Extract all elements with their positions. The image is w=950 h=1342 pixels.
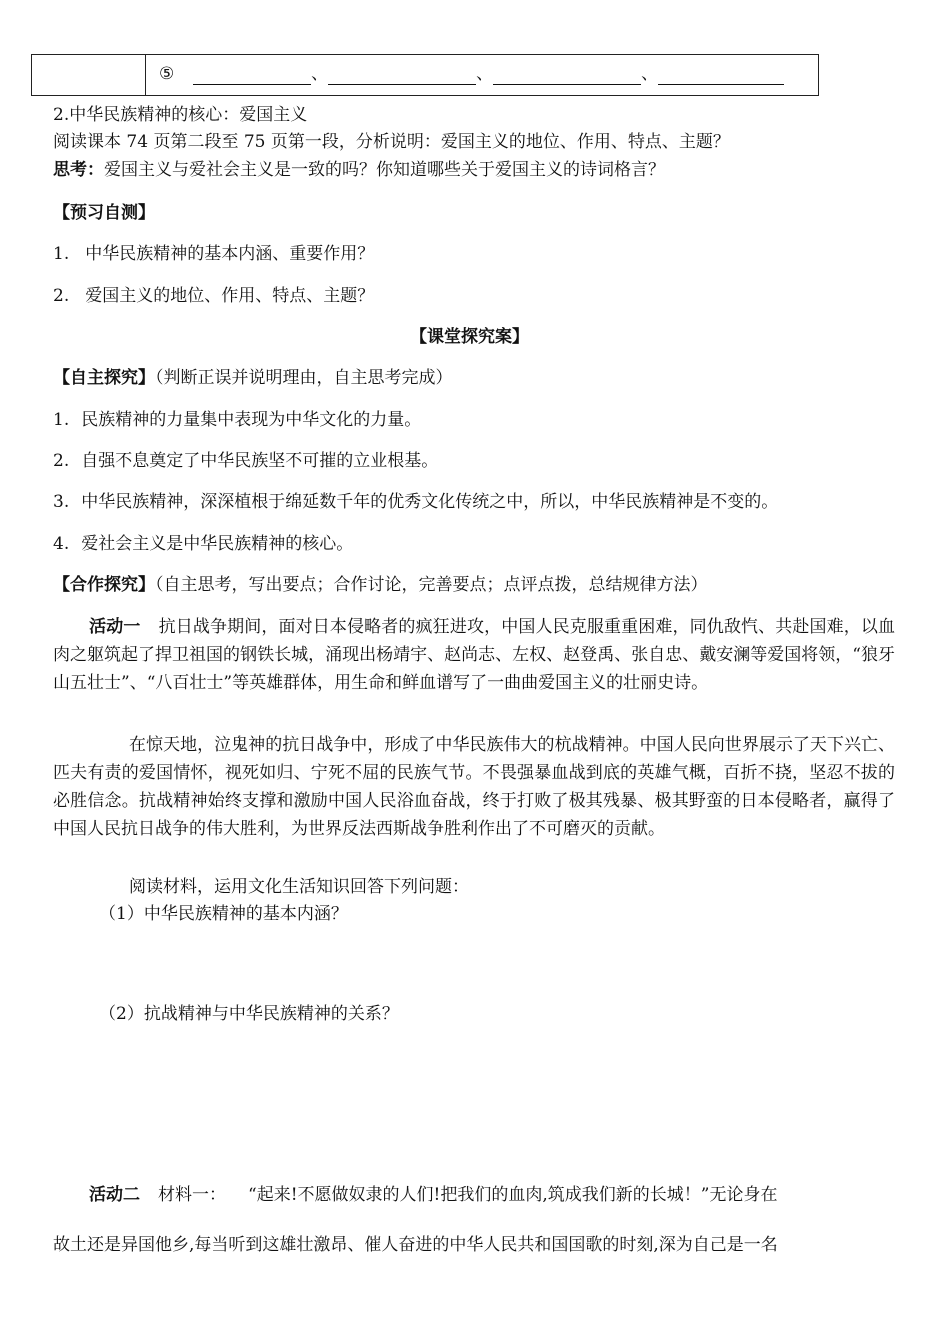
blank-table-row [31, 54, 819, 96]
think-label: 思考： [53, 160, 104, 180]
activity2-label: 活动二 [89, 1185, 140, 1205]
activity1-question-1: （1）中华民族精神的基本内涵？ [99, 904, 348, 924]
answer-blank[interactable] [658, 68, 784, 85]
item-number: 1. [53, 410, 70, 430]
activity1-text-1: 抗日战争期间，面对日本侵略者的疯狂进攻，中国人民克服重重困难，同仇敌忾、共赴国难，以血肉之躯筑起了捍卫祖国的钢铁长城，涌现出杨靖宇、赵尚志、左权、赵登禹、张自忠、戴安澜等爱国将领，“狼牙山五壮士”、“八百壮士”等英雄群体，用生命和鲜血谱写了一曲曲爱国主义的壮丽史诗。 [53, 617, 896, 693]
circled-number-marker: ⑤ [159, 64, 175, 84]
preview-question-2 [53, 285, 374, 307]
item-text: 民族精神的力量集中表现为中华文化的力量。 [81, 410, 422, 430]
item-text: 中华民族精神，深深植根于绵延数千年的优秀文化传统之中，所以，中华民族精神是不变的。 [81, 492, 779, 512]
preview-title: 【预习自测】 [53, 203, 155, 223]
question-text: 爱国主义的地位、作用、特点、主题？ [85, 286, 375, 306]
answer-blank[interactable] [193, 68, 311, 85]
question-number: 2. [53, 286, 70, 306]
judgement-item-4 [53, 533, 353, 555]
activity1-prompt: 阅读材料，运用文化生活知识回答下列问题： [129, 877, 469, 897]
item-number: 2. [53, 451, 70, 471]
table-divider [145, 55, 146, 95]
question-number: 1. [53, 244, 70, 264]
answer-blank[interactable] [328, 68, 476, 85]
activity2-text-1: “起来!不愿做奴隶的人们!把我们的血肉,筑成我们新的长城！”无论身在 [248, 1185, 778, 1205]
separator: 、 [311, 64, 329, 84]
question-text: 中华民族精神的基本内涵、重要作用？ [85, 244, 375, 264]
answer-blank[interactable] [493, 68, 641, 85]
activity1-question-2: （2）抗战精神与中华民族精神的关系？ [99, 1004, 399, 1024]
activity1-paragraph-2 [53, 731, 895, 843]
self-explore-header [53, 367, 453, 389]
think-text: 爱国主义与爱社会主义是一致的吗？你知道哪些关于爱国主义的诗词格言？ [104, 160, 665, 180]
item-number: 3. [53, 492, 70, 512]
item-text: 自强不息奠定了中华民族坚不可摧的立业根基。 [81, 451, 439, 471]
think-question [53, 159, 665, 181]
judgement-item-2 [53, 450, 438, 472]
judgement-item-3 [53, 491, 778, 513]
self-explore-title: 【自主探究】 [53, 368, 155, 388]
coop-explore-note: （自主思考，写出要点；合作讨论，完善要点；点评点拨，总结规律方法） [155, 575, 708, 595]
coop-explore-header [53, 574, 708, 596]
activity1-label: 活动一 [89, 617, 141, 637]
activity1-text-2: 在惊天地，泣鬼神的抗日战争中，形成了中华民族伟大的杭战精神。中国人民向世界展示了天下兴亡、匹夫有责的爱国情怀，视死如归、宁死不屈的民族气节。不畏强暴血战到底的英雄气概，百折不挠，坚忍不拔的必胜信念。抗战精神始终支撑和激励中国人民浴血奋战，终于打败了极其残暴、极其野蛮的日本侵略者，赢得了中国人民抗日战争的伟大胜利，为世界反法西斯战争胜利作出了不可磨灭的贡献。 [53, 735, 895, 839]
reading-instruction: 阅读课本 74 页第二段至 75 页第一段，分析说明：爱国主义的地位、作用、特点、主题？ [53, 132, 730, 152]
coop-explore-title: 【合作探究】 [53, 575, 155, 595]
self-explore-note: （判断正误并说明理由，自主思考完成） [155, 368, 453, 388]
activity2-line-2: 故土还是异国他乡,每当听到这雄壮激昂、催人奋进的中华人民共和国国歌的时刻,深为自己是一名 [53, 1235, 778, 1255]
class-explore-title: 【课堂探究案】 [410, 327, 529, 347]
preview-question-1 [53, 243, 374, 265]
activity1-paragraph-1 [53, 613, 895, 697]
judgement-item-1 [53, 409, 421, 431]
separator: 、 [476, 64, 494, 84]
table-fill-line [159, 63, 784, 85]
section-heading: 2.中华民族精神的核心：爱国主义 [53, 105, 308, 125]
item-text: 爱社会主义是中华民族精神的核心。 [81, 534, 354, 554]
activity2-line-1 [89, 1184, 777, 1206]
item-number: 4. [53, 534, 70, 554]
separator: 、 [641, 64, 659, 84]
material-label: 材料一： [158, 1185, 226, 1205]
